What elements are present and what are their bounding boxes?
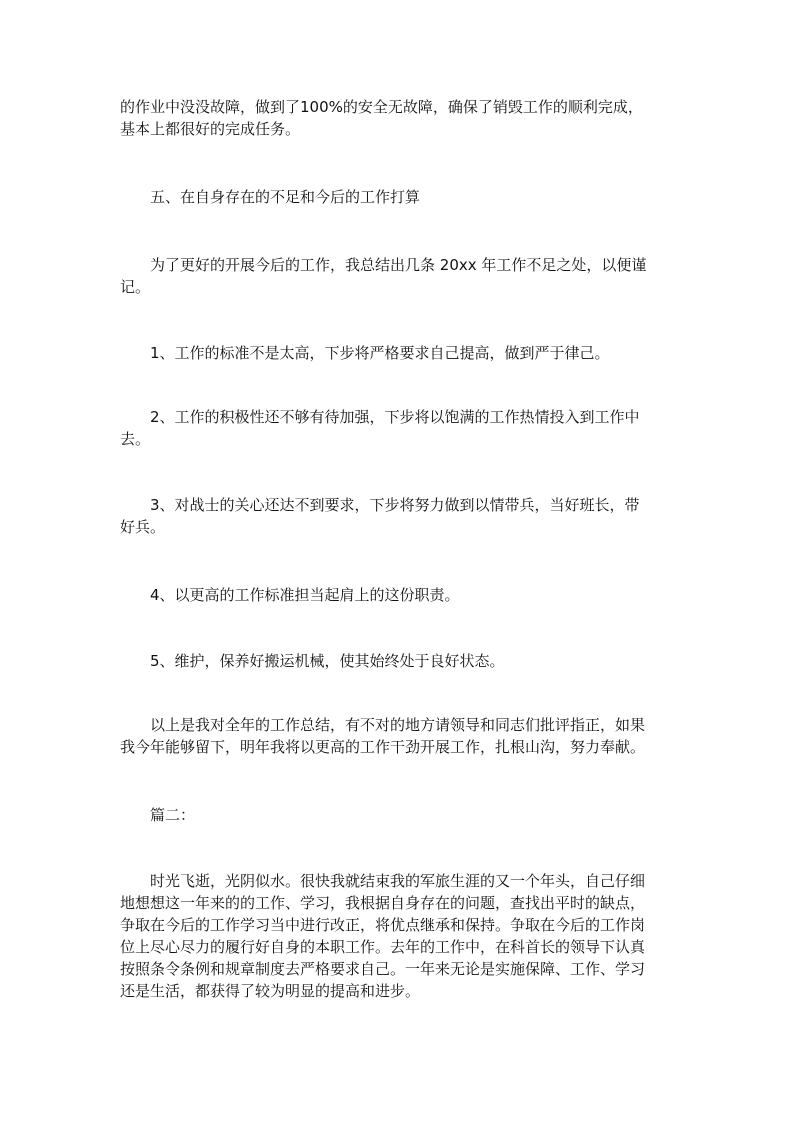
- text-line: 去。: [120, 430, 151, 448]
- paragraph-part-two: [120, 870, 680, 1002]
- paragraph-closing: [120, 714, 680, 758]
- text-line: 地想想这一年来的的工作、学习，我根据自身存在的问题，查找出平时的缺点，: [120, 894, 646, 912]
- text-line: 我今年能够留下，明年我将以更高的工作干劲开展工作，扎根山沟，努力奉献。: [120, 738, 646, 756]
- paragraph-intro: [120, 254, 680, 298]
- text-line: 4、以更高的工作标准担当起肩上的这份职责。: [150, 586, 460, 604]
- text-line: 位上尽心尽力的履行好自身的本职工作。去年的工作中，在科首长的领导下认真: [120, 938, 646, 956]
- list-item: [120, 494, 680, 538]
- paragraph-continuation: [120, 96, 680, 140]
- text-line: 好兵。: [120, 518, 166, 536]
- text-line: 争取在今后的工作学习当中进行改正，将优点继承和保持。争取在今后的工作岗: [120, 916, 646, 934]
- list-item: [120, 406, 680, 450]
- list-item: [120, 584, 680, 606]
- text-line: 按照条令条例和规章制度去严格要求自己。一年来无论是实施保障、工作、学习: [120, 960, 646, 978]
- heading-text: 篇二：: [150, 806, 196, 824]
- text-line: 还是生活，都获得了较为明显的提高和进步。: [120, 982, 421, 1000]
- text-line: 为了更好的开展今后的工作，我总结出几条 20xx 年工作不足之处，以便谨: [150, 256, 647, 274]
- text-line: 的作业中没没故障，做到了100%的安全无故障，确保了销毁工作的顺利完成，: [120, 98, 643, 116]
- list-item: [120, 650, 680, 672]
- list-item: [120, 342, 680, 364]
- text-line: 5、维护，保养好搬运机械，使其始终处于良好状态。: [150, 652, 505, 670]
- text-line: 以上是我对全年的工作总结，有不对的地方请领导和同志们批评指正，如果: [150, 716, 646, 734]
- text-line: 记。: [120, 278, 151, 296]
- section-heading: [120, 186, 680, 208]
- text-line: 1、工作的标准不是太高，下步将严格要求自己提高，做到严于律己。: [150, 344, 610, 362]
- text-line: 2、工作的积极性还不够有待加强，下步将以饱满的工作热情投入到工作中: [150, 408, 640, 426]
- text-line: 基本上都很好的完成任务。: [120, 120, 301, 138]
- text-line: 时光飞逝，光阴似水。很快我就结束我的军旅生涯的又一个年头，自己仔细: [150, 872, 646, 890]
- part-heading: [120, 804, 680, 826]
- heading-text: 五、在自身存在的不足和今后的工作打算: [150, 188, 421, 206]
- text-line: 3、对战士的关心还达不到要求，下步将努力做到以情带兵，当好班长，带: [150, 496, 640, 514]
